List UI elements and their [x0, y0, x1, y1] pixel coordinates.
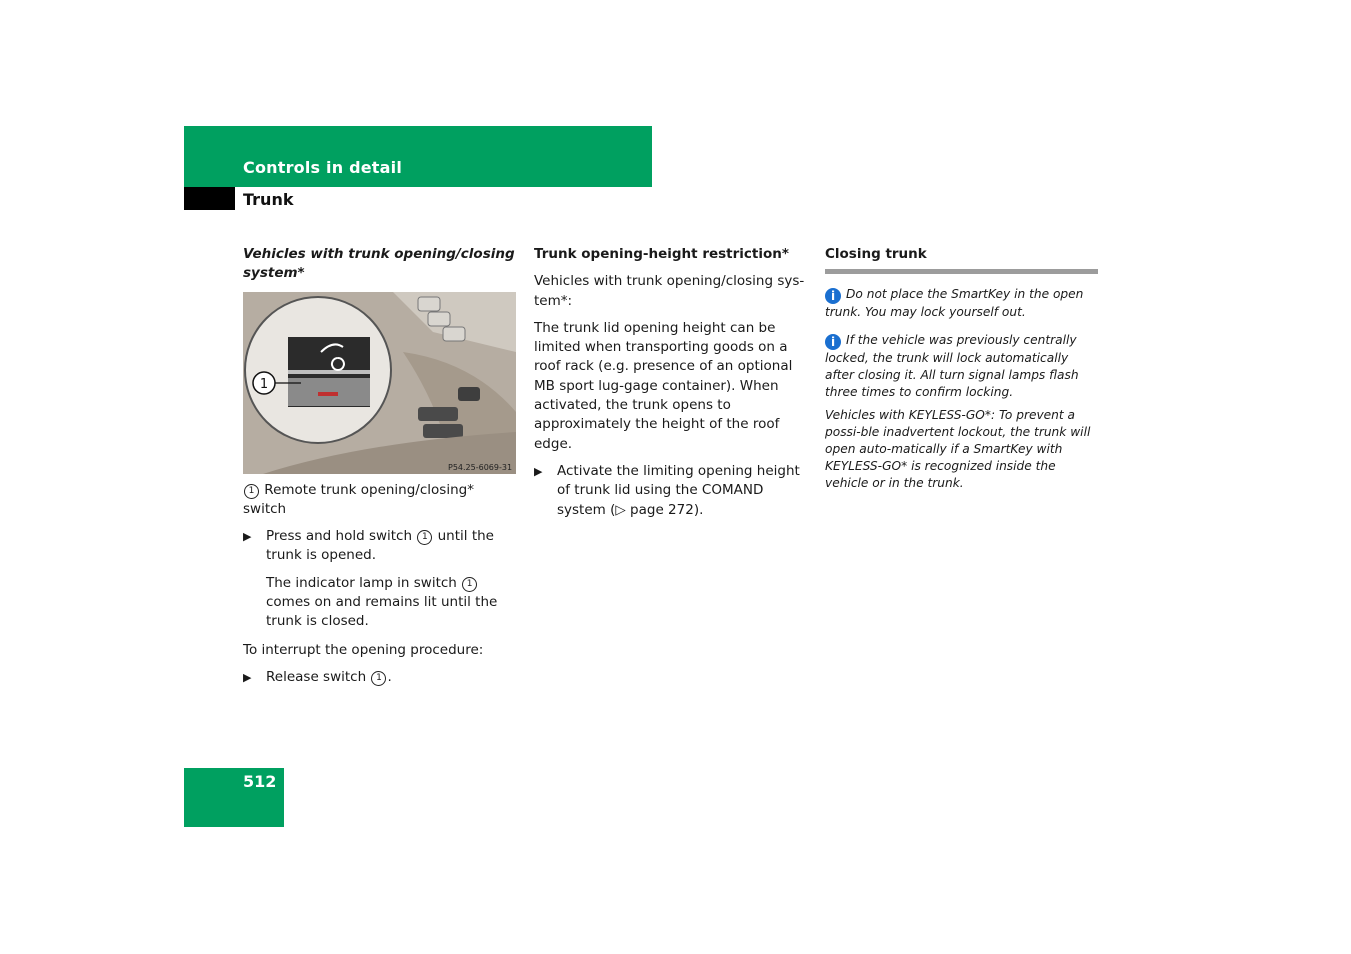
trunk-switch-photo: [243, 292, 516, 474]
col2-paragraph-2: The trunk lid opening height can be limited when transporting goods on a roof rack (e.g. presence of an optional MB sport lug-gage container). When activated, the trunk opens to approximately the height of the roof edge.: [534, 319, 793, 452]
bullet-arrow-icon: ▶: [534, 464, 543, 478]
callout-marker: 1: [259, 376, 269, 392]
info-note-2: i If the vehicle was previously centrally locked, the trunk will lock automatically after closing it. All turn signal lamps flash three times to confirm locking.: [825, 333, 1079, 400]
col3-heading: Closing trunk: [825, 246, 927, 262]
info-icon: i: [825, 288, 841, 304]
step-press-switch: ▶ Press and hold switch 1 until the trunk is opened.: [243, 528, 494, 564]
photo-illustration: [243, 292, 516, 474]
interrupt-text: To interrupt the opening procedure:: [243, 641, 484, 658]
column-left: [243, 245, 519, 687]
subsection-marker: [184, 187, 235, 210]
number-marker: 1: [244, 484, 259, 499]
legend-item: 1 Remote trunk opening/closing* switch: [243, 481, 474, 517]
page-number: 512: [243, 772, 277, 791]
column-right: [825, 245, 1099, 492]
step-release-switch: ▶ Release switch 1 .: [243, 668, 519, 687]
keyless-go-note: Vehicles with KEYLESS-GO*: To prevent a possi-ble inadvertent lockout, the trunk will open auto-matically if a SmartKey with KEYLESS-GO* is recognized inside the vehicle or in the trunk.: [825, 408, 1091, 491]
bullet-arrow-icon: ▶: [243, 530, 252, 544]
info-icon: i: [825, 334, 841, 350]
col1-heading: Vehicles with trunk opening/closing system*: [243, 246, 515, 282]
col2-heading: Trunk opening-height restriction*: [534, 246, 789, 262]
step-activate-limit: ▶ Activate the limiting opening height of trunk lid using the COMAND system (▷ page 272).: [534, 462, 800, 518]
bullet-arrow-icon: ▶: [243, 670, 252, 684]
indicator-note: The indicator lamp in switch 1 comes on and remains lit until the trunk is closed.: [266, 574, 498, 630]
heading-rule: [825, 269, 1098, 274]
header-band: [184, 126, 652, 187]
subsection-title: Trunk: [243, 190, 294, 209]
col2-paragraph-1: Vehicles with trunk opening/closing sys-tem*:: [534, 273, 805, 309]
image-code: P54.25-6069-31: [448, 462, 513, 472]
section-title: Controls in detail: [243, 158, 402, 177]
info-note-1: i Do not place the SmartKey in the open trunk. You may lock yourself out.: [825, 287, 1084, 320]
column-middle: [534, 245, 810, 520]
